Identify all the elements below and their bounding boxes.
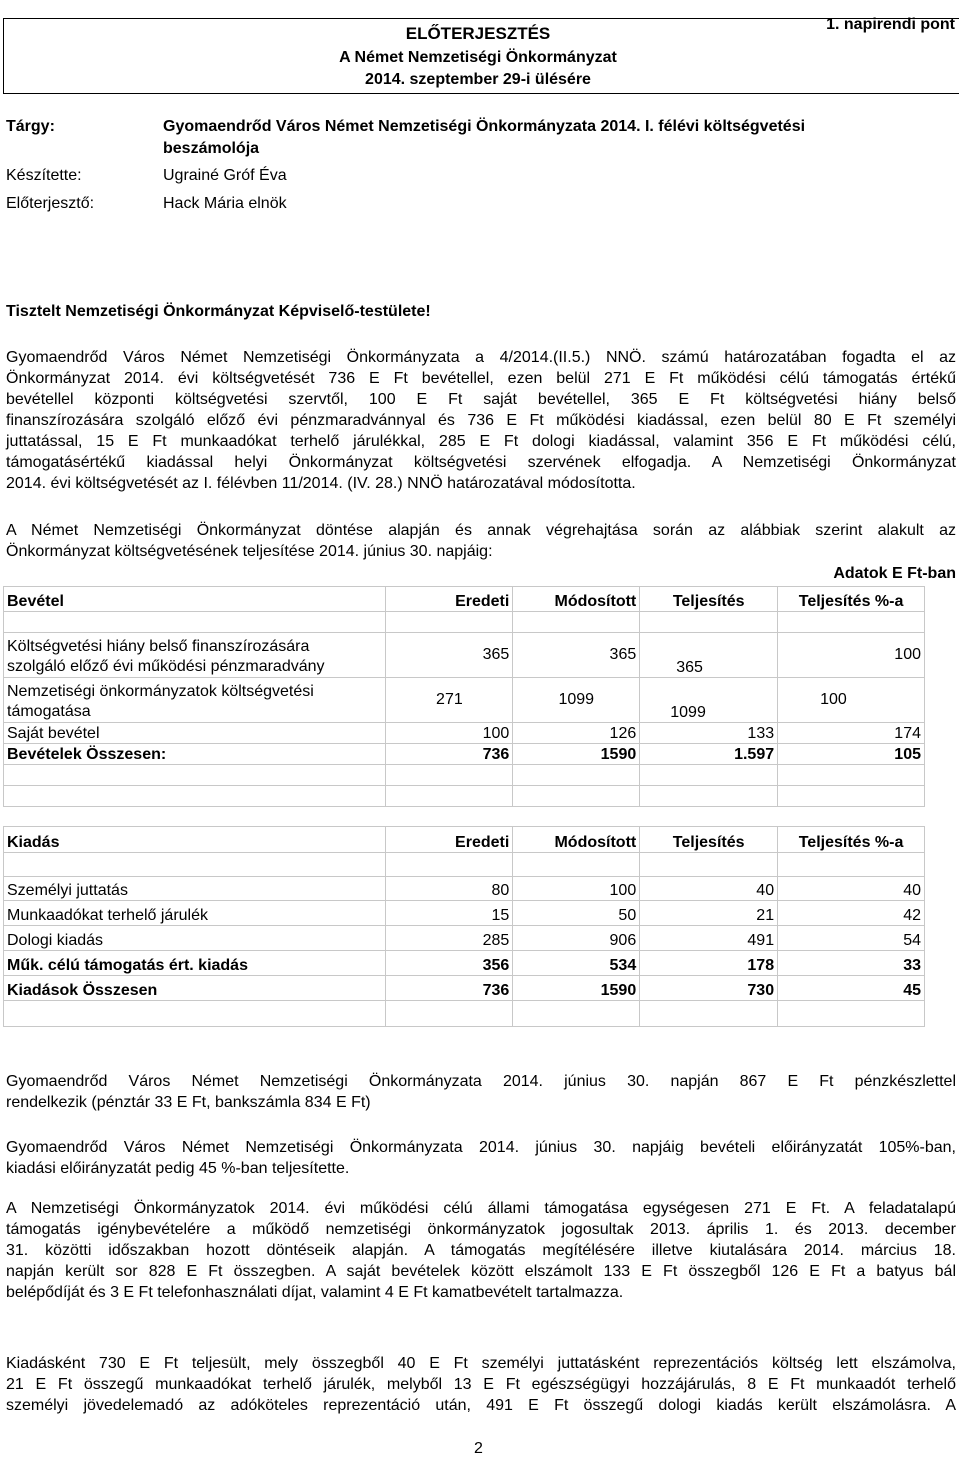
expense-table [3, 826, 925, 1027]
empty-row [4, 853, 925, 877]
header-box [3, 18, 959, 94]
expense-text-paragraph [6, 1353, 956, 1416]
revenue-table [3, 586, 925, 807]
cell-teljesites: 365 [640, 633, 778, 678]
cash-paragraph [6, 1071, 956, 1113]
table-row [4, 723, 925, 744]
empty-row [4, 1001, 925, 1027]
subject-line-2: beszámolója [163, 140, 260, 157]
row-label: Bevételek Összesen: [4, 744, 386, 765]
submitted-value: Hack Mária elnök [163, 195, 287, 212]
cell-teljesites: 1099 [640, 678, 778, 723]
header-cell: Teljesítés %-a [778, 587, 925, 612]
table-row [4, 633, 925, 678]
cell-teljesites: 178 [640, 951, 778, 976]
support-line: 31. közötti időszakban hozott döntéseik alapján. A támogatás megítélésére illetve kiutalására 2014. március 18. [6, 1242, 956, 1259]
support-line: napján került sor 828 E Ft összegben. A saját bevételek között elszámolt 133 E Ft összegből 126 E Ft a batyus bál [6, 1263, 956, 1280]
header-cell: Módosított [513, 587, 640, 612]
cell-szazalek: 33 [778, 951, 925, 976]
cell-szazalek: 54 [778, 926, 925, 951]
cell-szazalek: 40 [778, 877, 925, 901]
intro-line: finanszírozására szolgáló előző évi pénzmaradvánnyal és 736 E Ft működési kiadással, ezen belül 80 E Ft személyi [6, 412, 956, 429]
header-cell: Teljesítés %-a [778, 827, 925, 853]
cash-line: Gyomaendrőd Város Német Nemzetiségi Önkormányzata 2014. június 30. napján 867 E Ft pénzkészlettel [6, 1073, 956, 1090]
decision-line: A Német Nemzetiségi Önkormányzat döntése alapján és annak végrehajtása során az alábbiak szerint alakult az [6, 522, 956, 539]
empty-row [4, 765, 925, 786]
page-number: 2 [474, 1440, 483, 1457]
header-cell: Teljesítés [640, 587, 778, 612]
cell-eredeti: 356 [386, 951, 513, 976]
cell-szazalek: 42 [778, 901, 925, 926]
cell-eredeti: 285 [386, 926, 513, 951]
total-row [4, 976, 925, 1001]
cell-modositott: 100 [513, 877, 640, 901]
intro-line: 2014. évi költségvetését az I. félévben 11/2014. (IV. 28.) NNÖ határozatával módosította. [6, 475, 636, 492]
row-label: Dologi kiadás [4, 926, 386, 951]
support-line: támogatás igénybevételére a működő nemzetiségi önkormányzatok jogosultak 2013. április 1. és 2013. december [6, 1221, 956, 1238]
cell-szazalek: 100 [778, 633, 925, 678]
cell-szazalek: 100 [778, 678, 925, 723]
intro-paragraph [6, 347, 956, 494]
intro-line: bevétellel központi költségvetési szervtől, 100 E Ft saját bevétellel, 365 E Ft költségvetési hiány belső [6, 391, 956, 408]
empty-row [4, 786, 925, 807]
subject-label: Tárgy: [6, 118, 55, 135]
intro-line: támogatásértékű kiadással helyi Önkormányzat költségvetési szervének elfogadja. A Nemzetiségi Önkormányzat [6, 454, 956, 471]
intro-line: Önkormányzat 2014. évi költségvetését 736 E Ft bevétellel, ezen belül 271 E Ft működési célú támogatás értékű [6, 370, 956, 387]
table-header-row [4, 587, 925, 612]
table-header-row [4, 827, 925, 853]
cell-szazalek: 174 [778, 723, 925, 744]
agenda-item: 1. napirendi pont [826, 16, 955, 33]
performance-line: kiadási előirányzatát pedig 45 %-ban teljesítette. [6, 1160, 350, 1177]
row-label: Kiadások Összesen [4, 976, 386, 1001]
cash-line: rendelkezik (pénztár 33 E Ft, bankszámla 834 E Ft) [6, 1094, 371, 1111]
header-cell: Eredeti [386, 827, 513, 853]
subject-line-1: Gyomaendrőd Város Német Nemzetiségi Önkormányzata 2014. I. félévi költségvetési [163, 118, 806, 135]
prepared-value: Ugrainé Gróf Éva [163, 167, 287, 184]
decision-paragraph [6, 520, 956, 562]
cell-teljesites: 491 [640, 926, 778, 951]
row-label: Saját bevétel [4, 723, 386, 744]
support-paragraph [6, 1198, 956, 1303]
cell-teljesites: 21 [640, 901, 778, 926]
cell-modositott: 50 [513, 901, 640, 926]
cell-teljesites: 1.597 [640, 744, 778, 765]
table-row [4, 678, 925, 723]
meeting-date: 2014. szeptember 29-i ülésére [365, 71, 591, 88]
performance-line: Gyomaendrőd Város Német Nemzetiségi Önkormányzata 2014. június 30. napjáig bevételi előirányzatát 105%-ban, [6, 1139, 956, 1156]
performance-paragraph [6, 1137, 956, 1179]
cell-szazalek: 105 [778, 744, 925, 765]
table-row [4, 951, 925, 976]
support-line: belépődíját és 3 E Ft telefonhasználati díjat, valamint 4 E Ft kamatbevételt tartalmazza. [6, 1284, 624, 1301]
row-label: Költségvetési hiány belső finanszírozására szolgáló előző évi működési pénzmaradvány [4, 633, 386, 678]
intro-line: Gyomaendrőd Város Német Nemzetiségi Önkormányzata a 4/2014.(II.5.) NNÖ. számú határozatában fogadta el az [6, 349, 956, 366]
cell-eredeti: 80 [386, 877, 513, 901]
support-line: A Nemzetiségi Önkormányzatok 2014. évi működési célú állami támogatása egységesen 271 E Ft. A feladatalapú [6, 1200, 956, 1217]
cell-eredeti: 365 [386, 633, 513, 678]
empty-row [4, 612, 925, 633]
cell-teljesites: 40 [640, 877, 778, 901]
table-row [4, 926, 925, 951]
cell-modositott: 1590 [513, 744, 640, 765]
cell-teljesites: 730 [640, 976, 778, 1001]
row-label: Nemzetiségi önkormányzatok költségvetési támogatása [4, 678, 386, 723]
header-cell: Eredeti [386, 587, 513, 612]
org-name: A Német Nemzetiségi Önkormányzat [339, 49, 617, 66]
table-row [4, 877, 925, 901]
header-cell: Módosított [513, 827, 640, 853]
cell-modositott: 1590 [513, 976, 640, 1001]
cell-szazalek: 45 [778, 976, 925, 1001]
greeting: Tisztelt Nemzetiségi Önkormányzat Képviselő-testülete! [6, 303, 431, 320]
expense-text-line: személyi jövedelemadó az adóköteles reprezentáció után, 491 E Ft összegű dologi kiadás került elszámolásra. A [6, 1397, 956, 1414]
prepared-label: Készítette: [6, 167, 82, 184]
row-label: Munkaadókat terhelő járulék [4, 901, 386, 926]
cell-eredeti: 100 [386, 723, 513, 744]
cell-modositott: 534 [513, 951, 640, 976]
unit-note: Adatok E Ft-ban [833, 565, 956, 582]
header-cell: Bevétel [4, 587, 386, 612]
cell-modositott: 365 [513, 633, 640, 678]
cell-modositott: 1099 [513, 678, 640, 723]
cell-eredeti: 15 [386, 901, 513, 926]
cell-eredeti: 271 [386, 678, 513, 723]
intro-line: juttatással, 15 E Ft munkaadókat terhelő járulékkal, 285 E Ft dologi kiadással, valamint 356 E Ft működési célú, [6, 433, 956, 450]
submitted-label: Előterjesztő: [6, 195, 95, 212]
row-label: Személyi juttatás [4, 877, 386, 901]
cell-eredeti: 736 [386, 744, 513, 765]
cell-teljesites: 133 [640, 723, 778, 744]
expense-text-line: Kiadásként 730 E Ft teljesült, mely összegből 40 E Ft személyi juttatásként reprezentációs költség lett elszámolva, [6, 1355, 956, 1372]
cell-modositott: 906 [513, 926, 640, 951]
doc-type-title: ELŐTERJESZTÉS [405, 24, 551, 43]
header-cell: Teljesítés [640, 827, 778, 853]
row-label: Műk. célú támogatás ért. kiadás [4, 951, 386, 976]
table-row [4, 901, 925, 926]
decision-line: Önkormányzat költségvetésének teljesítése 2014. június 30. napjáig: [6, 543, 493, 560]
header-cell: Kiadás [4, 827, 386, 853]
expense-text-line: 21 E Ft összegű munkaadókat terhelő járulék, melyből 13 E Ft egészségügyi hozzájárulás, 8 E Ft munkaadót terhelő [6, 1376, 956, 1393]
cell-eredeti: 736 [386, 976, 513, 1001]
cell-modositott: 126 [513, 723, 640, 744]
total-row [4, 744, 925, 765]
